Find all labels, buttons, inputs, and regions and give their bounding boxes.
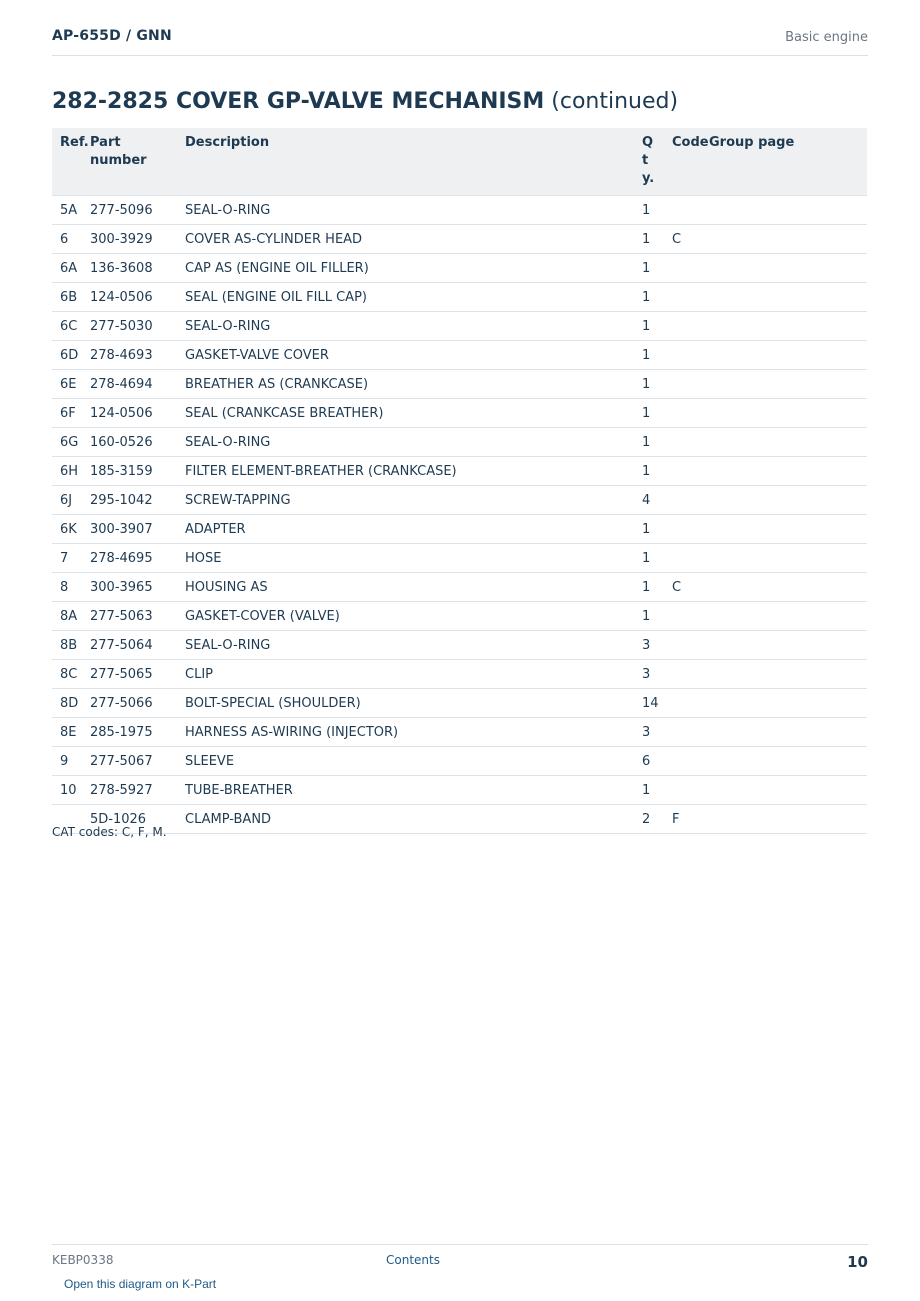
cell-qty: 1 — [634, 428, 664, 457]
cell-ref: 6D — [52, 341, 82, 370]
cell-group-page — [701, 283, 867, 312]
cell-ref: 8A — [52, 602, 82, 631]
cell-group-page — [701, 196, 867, 225]
cell-ref: 8E — [52, 718, 82, 747]
table-row — [52, 573, 867, 602]
cell-code — [664, 544, 701, 573]
cell-qty: 1 — [634, 399, 664, 428]
cell-qty: 1 — [634, 370, 664, 399]
cell-qty: 1 — [634, 544, 664, 573]
cell-code — [664, 660, 701, 689]
cell-part-number: 300-3929 — [82, 225, 177, 254]
table-row — [52, 370, 867, 399]
table-row — [52, 805, 867, 834]
cell-code — [664, 486, 701, 515]
cell-qty: 1 — [634, 457, 664, 486]
cell-description: SEAL-O-RING — [177, 631, 634, 660]
cell-code — [664, 370, 701, 399]
table-row — [52, 225, 867, 254]
cell-code — [664, 689, 701, 718]
cell-part-number: 277-5030 — [82, 312, 177, 341]
cell-code — [664, 254, 701, 283]
cell-code — [664, 747, 701, 776]
cell-group-page — [701, 370, 867, 399]
cell-group-page — [701, 254, 867, 283]
table-row — [52, 486, 867, 515]
cell-description: HARNESS AS-WIRING (INJECTOR) — [177, 718, 634, 747]
cell-code — [664, 283, 701, 312]
table-row — [52, 602, 867, 631]
cell-code — [664, 196, 701, 225]
cell-code: C — [664, 225, 701, 254]
cell-part-number: 185-3159 — [82, 457, 177, 486]
cell-part-number: 285-1975 — [82, 718, 177, 747]
cell-description: SLEEVE — [177, 747, 634, 776]
group-title: 282-2825 COVER GP-VALVE MECHANISM — [52, 89, 545, 114]
parts-table — [52, 128, 867, 834]
cell-group-page — [701, 457, 867, 486]
table-row — [52, 428, 867, 457]
table-row — [52, 515, 867, 544]
cell-ref: 6C — [52, 312, 82, 341]
cell-part-number: 278-4694 — [82, 370, 177, 399]
cell-group-page — [701, 573, 867, 602]
cell-ref: 6K — [52, 515, 82, 544]
cell-part-number: 136-3608 — [82, 254, 177, 283]
cell-part-number: 278-5927 — [82, 776, 177, 805]
cell-group-page — [701, 312, 867, 341]
cell-ref: 6G — [52, 428, 82, 457]
open-kpart-link[interactable]: Open this diagram on K-Part — [64, 1277, 217, 1291]
cell-code — [664, 428, 701, 457]
column-header-qty: Qty. — [634, 128, 664, 196]
cell-ref: 8B — [52, 631, 82, 660]
cell-description: SEAL-O-RING — [177, 312, 634, 341]
cell-description: SEAL (ENGINE OIL FILL CAP) — [177, 283, 634, 312]
cell-qty: 3 — [634, 660, 664, 689]
cell-group-page — [701, 515, 867, 544]
cell-code — [664, 515, 701, 544]
cell-ref: 8D — [52, 689, 82, 718]
cell-part-number: 278-4695 — [82, 544, 177, 573]
cell-qty: 1 — [634, 515, 664, 544]
cat-codes-note: CAT codes: C, F, M. — [52, 825, 167, 839]
cell-ref: 9 — [52, 747, 82, 776]
cell-ref: 5A — [52, 196, 82, 225]
cell-description: FILTER ELEMENT-BREATHER (CRANKCASE) — [177, 457, 634, 486]
column-header-part-number: Part number — [82, 128, 177, 196]
cell-qty: 1 — [634, 254, 664, 283]
column-header-ref: Ref. — [52, 128, 82, 196]
cell-qty: 1 — [634, 225, 664, 254]
cell-qty: 1 — [634, 196, 664, 225]
column-header-code: Code — [664, 128, 701, 196]
cell-qty: 1 — [634, 573, 664, 602]
cell-description: SEAL-O-RING — [177, 196, 634, 225]
page-title — [52, 89, 678, 114]
continued-label: (continued) — [551, 89, 679, 114]
cell-part-number: 300-3907 — [82, 515, 177, 544]
cell-ref: 6J — [52, 486, 82, 515]
cell-qty: 3 — [634, 718, 664, 747]
table-row — [52, 689, 867, 718]
table-row — [52, 254, 867, 283]
column-header-description: Description — [177, 128, 634, 196]
table-row — [52, 196, 867, 225]
cell-part-number: 300-3965 — [82, 573, 177, 602]
table-row — [52, 776, 867, 805]
table-row — [52, 747, 867, 776]
cell-code — [664, 341, 701, 370]
cell-description: HOSE — [177, 544, 634, 573]
table-row — [52, 283, 867, 312]
cell-ref: 10 — [52, 776, 82, 805]
cell-ref: 6B — [52, 283, 82, 312]
cell-code — [664, 457, 701, 486]
cell-part-number: 5D-1026 — [82, 805, 177, 834]
cell-description: CAP AS (ENGINE OIL FILLER) — [177, 254, 634, 283]
cell-group-page — [701, 341, 867, 370]
model-label: AP-655D / GNN — [52, 28, 172, 44]
cell-group-page — [701, 747, 867, 776]
cell-description: COVER AS-CYLINDER HEAD — [177, 225, 634, 254]
cell-part-number: 278-4693 — [82, 341, 177, 370]
cell-qty: 6 — [634, 747, 664, 776]
cell-qty: 4 — [634, 486, 664, 515]
cell-qty: 1 — [634, 776, 664, 805]
cell-ref: 6H — [52, 457, 82, 486]
page-header — [52, 28, 868, 56]
cell-group-page — [701, 428, 867, 457]
cell-group-page — [701, 776, 867, 805]
cell-group-page — [701, 399, 867, 428]
cell-ref: 6F — [52, 399, 82, 428]
column-header-group-page: Group page — [701, 128, 867, 196]
table-row — [52, 631, 867, 660]
cell-description: HOUSING AS — [177, 573, 634, 602]
cell-part-number: 277-5066 — [82, 689, 177, 718]
cell-qty: 2 — [634, 805, 664, 834]
cell-qty: 1 — [634, 602, 664, 631]
cell-part-number: 277-5065 — [82, 660, 177, 689]
cell-part-number: 277-5067 — [82, 747, 177, 776]
cell-part-number: 277-5096 — [82, 196, 177, 225]
page-number: 10 — [847, 1253, 868, 1271]
table-row — [52, 457, 867, 486]
cell-code — [664, 399, 701, 428]
table-header-row — [52, 128, 867, 196]
cell-description: BOLT-SPECIAL (SHOULDER) — [177, 689, 634, 718]
cell-group-page — [701, 718, 867, 747]
document-id: KEBP0338 — [52, 1253, 114, 1267]
cell-ref: 6A — [52, 254, 82, 283]
cell-qty: 1 — [634, 341, 664, 370]
table-row — [52, 660, 867, 689]
cell-code — [664, 631, 701, 660]
cell-qty: 3 — [634, 631, 664, 660]
cell-code: F — [664, 805, 701, 834]
cell-qty: 1 — [634, 283, 664, 312]
cell-description: CLIP — [177, 660, 634, 689]
parts-table-body — [52, 196, 867, 834]
cell-code: C — [664, 573, 701, 602]
cell-description: SEAL (CRANKCASE BREATHER) — [177, 399, 634, 428]
cell-description: CLAMP-BAND — [177, 805, 634, 834]
table-row — [52, 718, 867, 747]
cell-description: BREATHER AS (CRANKCASE) — [177, 370, 634, 399]
page-footer — [52, 1244, 868, 1301]
cell-part-number: 277-5063 — [82, 602, 177, 631]
table-row — [52, 544, 867, 573]
cell-part-number: 124-0506 — [82, 399, 177, 428]
section-label: Basic engine — [785, 30, 868, 45]
cell-group-page — [701, 602, 867, 631]
cell-group-page — [701, 225, 867, 254]
cell-description: ADAPTER — [177, 515, 634, 544]
cell-ref: 8 — [52, 573, 82, 602]
cell-group-page — [701, 689, 867, 718]
cell-part-number: 277-5064 — [82, 631, 177, 660]
cell-qty: 1 — [634, 312, 664, 341]
cell-part-number: 295-1042 — [82, 486, 177, 515]
cell-qty: 14 — [634, 689, 664, 718]
cell-description: GASKET-COVER (VALVE) — [177, 602, 634, 631]
cell-code — [664, 602, 701, 631]
cell-group-page — [701, 544, 867, 573]
cell-code — [664, 718, 701, 747]
cell-ref: 6E — [52, 370, 82, 399]
cell-ref: 6 — [52, 225, 82, 254]
table-row — [52, 399, 867, 428]
cell-group-page — [701, 486, 867, 515]
cell-group-page — [701, 631, 867, 660]
cell-part-number: 124-0506 — [82, 283, 177, 312]
cell-group-page — [701, 660, 867, 689]
contents-link[interactable]: Contents — [386, 1253, 440, 1267]
cell-code — [664, 312, 701, 341]
cell-group-page — [701, 805, 867, 834]
cell-ref: 8C — [52, 660, 82, 689]
cell-description: TUBE-BREATHER — [177, 776, 634, 805]
cell-part-number: 160-0526 — [82, 428, 177, 457]
table-row — [52, 312, 867, 341]
cell-description: SCREW-TAPPING — [177, 486, 634, 515]
cell-description: GASKET-VALVE COVER — [177, 341, 634, 370]
cell-code — [664, 776, 701, 805]
cell-ref: 7 — [52, 544, 82, 573]
table-row — [52, 341, 867, 370]
cell-description: SEAL-O-RING — [177, 428, 634, 457]
